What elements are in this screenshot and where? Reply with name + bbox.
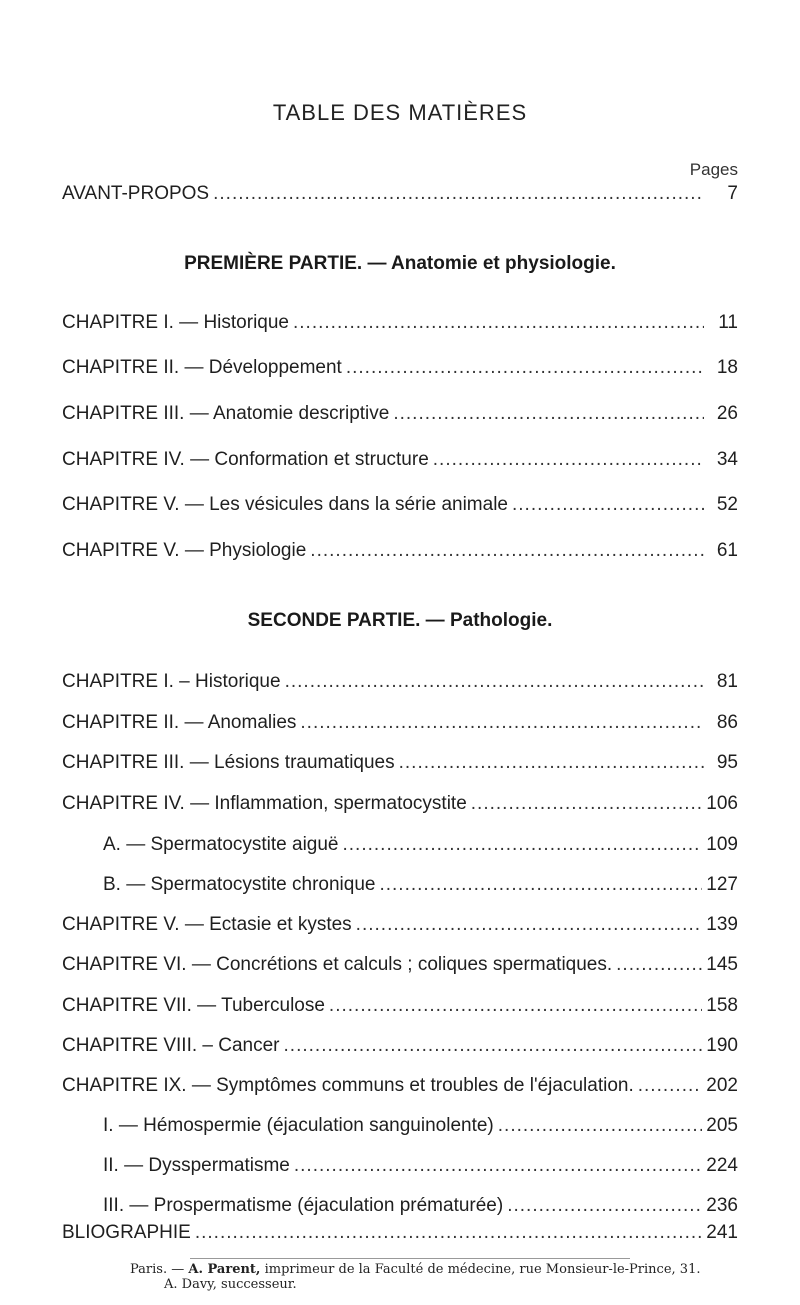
- toc-entry-label: III. — Prospermatisme (éjaculation prématurée): [103, 1195, 504, 1216]
- imprint-city: Paris. —: [130, 1262, 189, 1277]
- part-heading-1: PREMIÈRE PARTIE. — Anatomie et physiologie.: [184, 253, 616, 274]
- toc-entry: [62, 752, 738, 774]
- toc-entry-page: 95: [716, 752, 738, 773]
- toc-entry-label: AVANT-PROPOS: [62, 183, 210, 204]
- toc-subentry: [103, 1195, 738, 1217]
- toc-subentry: [103, 1155, 738, 1177]
- leader-dots: [616, 954, 702, 976]
- toc-entry-page: 109: [706, 834, 738, 855]
- toc-entry: [62, 995, 738, 1017]
- pages-column-label: Pages: [689, 160, 738, 179]
- toc-entry: [62, 793, 738, 815]
- toc-entry-page: 81: [716, 671, 738, 692]
- toc-entry-page: 202: [706, 1075, 738, 1096]
- toc-entry: [62, 357, 738, 379]
- toc-entry-page: 236: [706, 1195, 738, 1216]
- leader-dots: [300, 712, 704, 734]
- toc-entry-label: CHAPITRE IX. — Symptômes communs et troubles de l'éjaculation.: [62, 1075, 634, 1096]
- imprint-address: imprimeur de la Faculté de médecine, rue Monsieur-le-Prince, 31.: [260, 1262, 701, 1277]
- toc-entry-page: 61: [716, 540, 738, 561]
- leader-dots: [213, 183, 704, 205]
- toc-entry-page: 127: [706, 874, 738, 895]
- toc-entry-page: 26: [716, 403, 738, 424]
- toc-entry: [62, 494, 738, 516]
- leader-dots: [293, 312, 704, 334]
- leader-dots: [393, 403, 704, 425]
- toc-entry-bibliography: [62, 1222, 738, 1244]
- leader-dots: [195, 1222, 702, 1244]
- imprint-rule: [190, 1258, 630, 1259]
- toc-entry-label: I. — Hémospermie (éjaculation sanguinolente): [103, 1115, 494, 1136]
- toc-entry-label: CHAPITRE I. — Historique: [62, 312, 289, 333]
- toc-entry-label: CHAPITRE V. — Ectasie et kystes: [62, 914, 352, 935]
- toc-entry-label: CHAPITRE VIII. – Cancer: [62, 1035, 280, 1056]
- toc-entry-label: CHAPITRE III. — Lésions traumatiques: [62, 752, 395, 773]
- toc-subentry: [103, 874, 738, 896]
- toc-entry-page: 7: [727, 183, 738, 204]
- toc-entry-page: 11: [718, 312, 738, 333]
- toc-entry-label: CHAPITRE II. — Anomalies: [62, 712, 297, 733]
- toc-entry-label: CHAPITRE IV. — Conformation et structure: [62, 449, 429, 470]
- toc-entry: [62, 312, 738, 334]
- toc-subentry: [103, 834, 738, 856]
- imprint-line-1: [130, 1262, 770, 1277]
- toc-entry: [62, 954, 738, 976]
- toc-entry-label: BLIOGRAPHIE: [62, 1222, 191, 1243]
- toc-entry-avant-propos: [62, 183, 738, 205]
- toc-entry-label: CHAPITRE I. – Historique: [62, 671, 281, 692]
- toc-entry: [62, 540, 738, 562]
- toc-entry-page: 205: [706, 1115, 738, 1136]
- leader-dots: [498, 1115, 703, 1137]
- leader-dots: [284, 1035, 703, 1057]
- toc-entry: [62, 712, 738, 734]
- toc-entry-label: CHAPITRE VII. — Tuberculose: [62, 995, 325, 1016]
- toc-entry: [62, 1075, 738, 1097]
- leader-dots: [471, 793, 703, 815]
- toc-entry-label: CHAPITRE V. — Les vésicules dans la série animale: [62, 494, 508, 515]
- toc-entry: [62, 671, 738, 693]
- leader-dots: [356, 914, 703, 936]
- leader-dots: [512, 494, 704, 516]
- leader-dots: [294, 1155, 702, 1177]
- toc-entry-label: CHAPITRE III. — Anatomie descriptive: [62, 403, 390, 424]
- toc-entry-page: 106: [706, 793, 738, 814]
- toc-subentry: [103, 1115, 738, 1137]
- toc-entry-page: 18: [716, 357, 738, 378]
- toc-entry-page: 86: [716, 712, 738, 733]
- toc-entry-label: CHAPITRE VI. — Concrétions et calculs ; coliques spermatiques.: [62, 954, 613, 975]
- leader-dots: [346, 357, 704, 379]
- toc-entry-label: II. — Dysspermatisme: [103, 1155, 290, 1176]
- imprint-publisher: A. Parent,: [188, 1262, 261, 1277]
- toc-entry: [62, 449, 738, 471]
- leader-dots: [638, 1075, 703, 1097]
- imprint-line-2: A. Davy, successeur.: [164, 1277, 297, 1292]
- leader-dots: [433, 449, 704, 471]
- leader-dots: [310, 540, 704, 562]
- part-heading-2: SECONDE PARTIE. — Pathologie.: [247, 610, 553, 631]
- toc-entry-page: 190: [706, 1035, 738, 1056]
- toc-entry-label: CHAPITRE V. — Physiologie: [62, 540, 307, 561]
- toc-entry-page: 139: [706, 914, 738, 935]
- toc-entry-page: 224: [706, 1155, 738, 1176]
- printer-imprint: [130, 1262, 770, 1292]
- toc-entry-page: 52: [716, 494, 738, 515]
- toc-entry-label: CHAPITRE IV. — Inflammation, spermatocystite: [62, 793, 467, 814]
- leader-dots: [285, 671, 704, 693]
- page-title: TABLE DES MATIÈRES: [272, 100, 528, 125]
- leader-dots: [379, 874, 702, 896]
- toc-entry: [62, 914, 738, 936]
- toc-entry-page: 145: [706, 954, 738, 975]
- toc-entry-page: 34: [716, 449, 738, 470]
- leader-dots: [329, 995, 702, 1017]
- leader-dots: [399, 752, 704, 774]
- toc-entry-page: 158: [706, 995, 738, 1016]
- toc-entry: [62, 403, 738, 425]
- toc-entry: [62, 1035, 738, 1057]
- toc-entry-label: B. — Spermatocystite chronique: [103, 874, 376, 895]
- leader-dots: [343, 834, 703, 856]
- leader-dots: [507, 1195, 702, 1217]
- toc-entry-label: A. — Spermatocystite aiguë: [103, 834, 339, 855]
- toc-entry-label: CHAPITRE II. — Développement: [62, 357, 342, 378]
- toc-entry-page: 241: [706, 1222, 738, 1243]
